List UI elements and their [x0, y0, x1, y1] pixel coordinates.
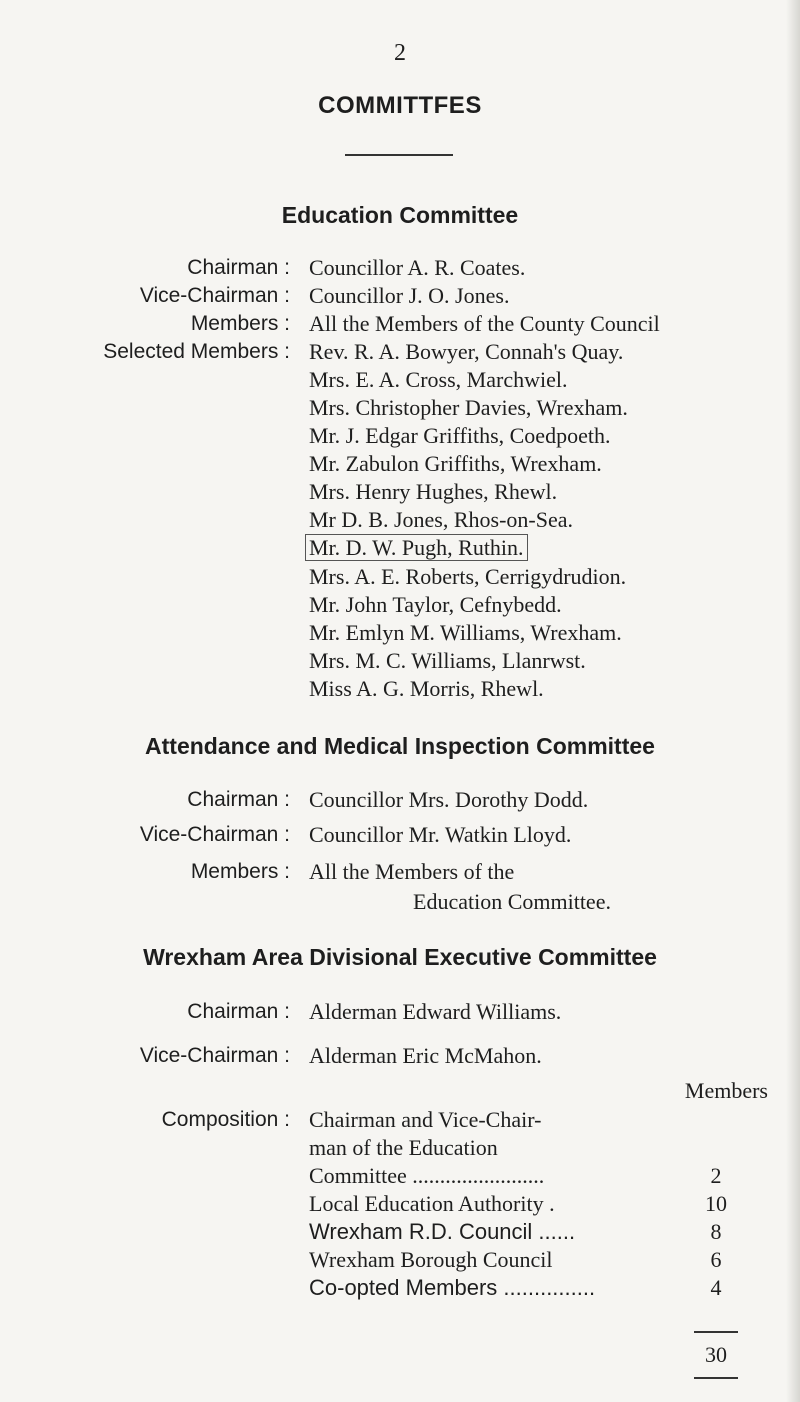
- education-chairman-label: Chairman :: [187, 256, 290, 279]
- wrexham-vice-chairman-value: Alderman Eric McMahon.: [309, 1043, 542, 1068]
- education-selected-members-label: Selected Members :: [103, 340, 290, 363]
- composition-row-count: 10: [705, 1191, 727, 1216]
- education-selected-member-boxed-wrap: [309, 535, 528, 561]
- composition-row-count: 6: [710, 1247, 722, 1272]
- composition-row-text: man of the Education: [309, 1135, 498, 1160]
- education-selected-member: Miss A. G. Morris, Rhewl.: [309, 676, 544, 701]
- composition-row-text: Committee ........................: [309, 1163, 545, 1188]
- wrexham-chairman-value: Alderman Edward Williams.: [309, 999, 562, 1024]
- education-members-value: All the Members of the County Council: [309, 311, 660, 336]
- title-rule: [345, 154, 453, 156]
- attendance-chairman-value: Councillor Mrs. Dorothy Dodd.: [309, 787, 589, 812]
- composition-row-count: 4: [710, 1275, 722, 1300]
- education-vice-chairman-label: Vice-Chairman :: [139, 284, 290, 307]
- education-chairman-value: Councillor A. R. Coates.: [309, 255, 526, 280]
- education-selected-member: Mrs. Henry Hughes, Rhewl.: [309, 479, 558, 504]
- education-selected-member: Mr D. B. Jones, Rhos-on-Sea.: [309, 507, 573, 532]
- attendance-vice-chairman-value: Councillor Mr. Watkin Lloyd.: [309, 822, 572, 847]
- composition-row-text: Local Education Authority .: [309, 1191, 555, 1216]
- education-selected-member: Mr. Emlyn M. Williams, Wrexham.: [309, 620, 622, 645]
- composition-row-text: Co-opted Members ...............: [309, 1275, 596, 1300]
- composition-row-count: 2: [710, 1163, 722, 1188]
- composition-row-count: 8: [710, 1219, 722, 1244]
- page-number: 2: [394, 40, 406, 66]
- education-selected-member: Mrs. E. A. Cross, Marchwiel.: [309, 367, 568, 392]
- wrexham-chairman-label: Chairman :: [187, 1000, 290, 1023]
- total-rule-top: [694, 1331, 738, 1333]
- attendance-chairman-label: Chairman :: [187, 788, 290, 811]
- education-selected-member: Mr. J. Edgar Griffiths, Coedpoeth.: [309, 423, 611, 448]
- education-selected-member: Mr. D. W. Pugh, Ruthin.: [305, 534, 528, 561]
- composition-members-header: Members: [684, 1078, 768, 1103]
- education-committee-heading: Education Committee: [281, 202, 519, 228]
- education-selected-member: Mr. Zabulon Griffiths, Wrexham.: [309, 451, 602, 476]
- wrexham-composition-label: Composition :: [161, 1108, 290, 1131]
- attendance-members-value-line2: Education Committee.: [413, 889, 611, 914]
- education-selected-member: Mrs. M. C. Williams, Llanrwst.: [309, 648, 586, 673]
- education-vice-chairman-value: Councillor J. O. Jones.: [309, 283, 510, 308]
- page-edge-shadow: [786, 0, 800, 1402]
- page-title: COMMITTFES: [318, 92, 482, 119]
- attendance-vice-chairman-label: Vice-Chairman :: [139, 823, 290, 846]
- attendance-members-label: Members :: [190, 860, 290, 883]
- wrexham-vice-chairman-label: Vice-Chairman :: [139, 1044, 290, 1067]
- education-selected-member: Mrs. Christopher Davies, Wrexham.: [309, 395, 628, 420]
- composition-row-text: Wrexham Borough Council: [309, 1247, 553, 1272]
- attendance-members-value-line1: All the Members of the: [309, 859, 515, 884]
- education-selected-member: Mrs. A. E. Roberts, Cerrigydrudion.: [309, 564, 627, 589]
- composition-row-text: Chairman and Vice-Chair-: [309, 1107, 542, 1132]
- attendance-committee-heading: Attendance and Medical Inspection Committee: [145, 733, 655, 759]
- composition-row-text: Wrexham R.D. Council ......: [309, 1219, 576, 1244]
- composition-total: 30: [705, 1342, 727, 1367]
- total-rule-bottom: [694, 1377, 738, 1379]
- education-selected-member: Rev. R. A. Bowyer, Connah's Quay.: [309, 339, 624, 364]
- education-selected-member: Mr. John Taylor, Cefnybedd.: [309, 592, 562, 617]
- education-members-label: Members :: [190, 312, 290, 335]
- wrexham-committee-heading: Wrexham Area Divisional Executive Committee: [143, 944, 657, 970]
